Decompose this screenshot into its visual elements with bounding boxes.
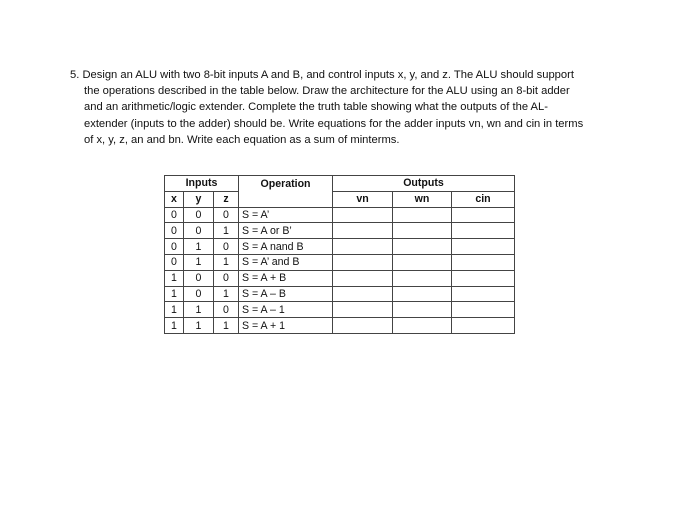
column-header-z: z (214, 191, 239, 207)
cell-z: 1 (214, 318, 239, 334)
table-row (165, 318, 515, 334)
cell-z: 1 (214, 223, 239, 239)
column-header-vn: vn (333, 191, 393, 207)
cell-operation: S = A or B’ (239, 223, 333, 239)
inputs-group-header: Inputs (165, 176, 239, 192)
cell-cin[interactable] (452, 223, 515, 239)
table-row (165, 270, 515, 286)
table-row (165, 302, 515, 318)
cell-y: 0 (184, 223, 214, 239)
cell-x: 0 (165, 207, 184, 223)
cell-z: 0 (214, 207, 239, 223)
table-row (165, 223, 515, 239)
table-row (165, 254, 515, 270)
cell-vn[interactable] (333, 318, 393, 334)
cell-wn[interactable] (393, 270, 452, 286)
table-group-header-row (165, 176, 515, 192)
cell-cin[interactable] (452, 207, 515, 223)
cell-operation: S = A’ (239, 207, 333, 223)
cell-x: 0 (165, 223, 184, 239)
problem-statement (70, 67, 630, 148)
cell-cin[interactable] (452, 254, 515, 270)
problem-line: the operations described in the table below. Draw the architecture for the ALU using an 8-bit adder (84, 85, 570, 98)
table-row (165, 207, 515, 223)
cell-wn[interactable] (393, 318, 452, 334)
cell-y: 1 (184, 302, 214, 318)
cell-y: 1 (184, 239, 214, 255)
cell-cin[interactable] (452, 286, 515, 302)
cell-operation: S = A – B (239, 286, 333, 302)
cell-x: 0 (165, 239, 184, 255)
outputs-group-header: Outputs (333, 176, 515, 192)
cell-y: 1 (184, 318, 214, 334)
cell-y: 0 (184, 207, 214, 223)
cell-y: 0 (184, 286, 214, 302)
cell-z: 1 (214, 286, 239, 302)
cell-operation: S = A’ and B (239, 254, 333, 270)
cell-wn[interactable] (393, 207, 452, 223)
cell-cin[interactable] (452, 270, 515, 286)
cell-cin[interactable] (452, 302, 515, 318)
problem-line: of x, y, z, an and bn. Write each equation as a sum of minterms. (84, 133, 400, 146)
cell-y: 1 (184, 254, 214, 270)
cell-cin[interactable] (452, 318, 515, 334)
table-row (165, 286, 515, 302)
cell-z: 0 (214, 270, 239, 286)
table-column-header-row (165, 191, 515, 207)
cell-operation: S = A nand B (239, 239, 333, 255)
cell-cin[interactable] (452, 239, 515, 255)
cell-vn[interactable] (333, 270, 393, 286)
operation-header-spacer (239, 191, 333, 207)
column-header-cin: cin (452, 191, 515, 207)
cell-z: 0 (214, 302, 239, 318)
table-row (165, 239, 515, 255)
cell-vn[interactable] (333, 286, 393, 302)
cell-x: 1 (165, 286, 184, 302)
cell-x: 0 (165, 254, 184, 270)
cell-operation: S = A + B (239, 270, 333, 286)
cell-z: 1 (214, 254, 239, 270)
cell-vn[interactable] (333, 239, 393, 255)
cell-vn[interactable] (333, 254, 393, 270)
cell-vn[interactable] (333, 302, 393, 318)
cell-operation: S = A + 1 (239, 318, 333, 334)
truth-table (164, 175, 515, 334)
problem-line: 5. Design an ALU with two 8-bit inputs A and B, and control inputs x, y, and z. The ALU should support (70, 69, 574, 81)
cell-z: 0 (214, 239, 239, 255)
cell-x: 1 (165, 270, 184, 286)
operation-header: Operation (239, 176, 333, 192)
cell-vn[interactable] (333, 223, 393, 239)
cell-wn[interactable] (393, 302, 452, 318)
cell-wn[interactable] (393, 223, 452, 239)
problem-line: extender (inputs to the adder) should be. Write equations for the adder inputs vn, wn and cin in terms (84, 117, 584, 130)
cell-wn[interactable] (393, 286, 452, 302)
cell-x: 1 (165, 318, 184, 334)
cell-vn[interactable] (333, 207, 393, 223)
cell-y: 0 (184, 270, 214, 286)
column-header-y: y (184, 191, 214, 207)
cell-operation: S = A – 1 (239, 302, 333, 318)
cell-wn[interactable] (393, 239, 452, 255)
column-header-x: x (165, 191, 184, 207)
cell-x: 1 (165, 302, 184, 318)
cell-wn[interactable] (393, 254, 452, 270)
problem-line: and an arithmetic/logic extender. Complete the truth table showing what the outputs of the AL- (84, 101, 548, 114)
column-header-wn: wn (393, 191, 452, 207)
